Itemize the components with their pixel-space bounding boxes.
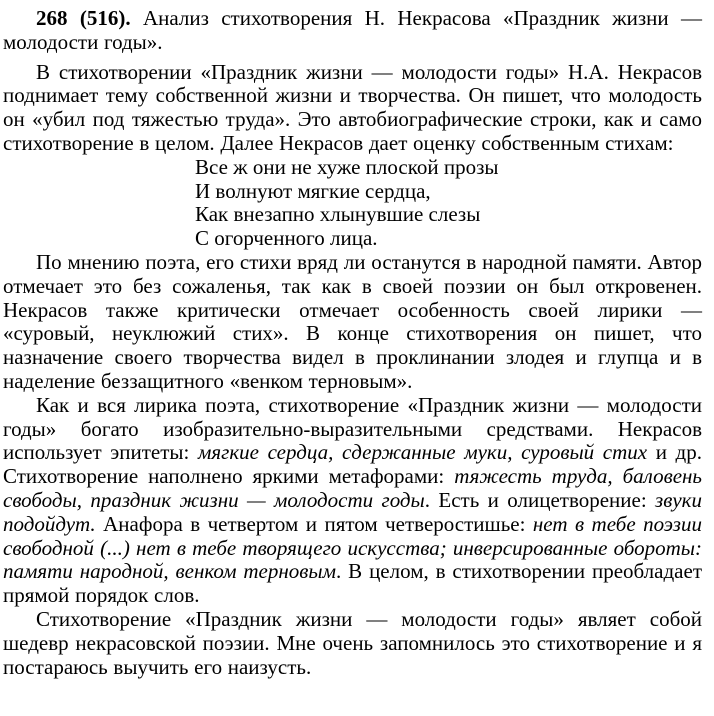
verse-line-2: И волнуют мягкие сердца, bbox=[195, 178, 431, 203]
devices-epithets-examples: мягкие сердца, сдержанные муки, суровый стих bbox=[198, 440, 648, 465]
exercise-heading bbox=[3, 7, 702, 55]
devices-text-2: и др. Стихотворение наполнено яркими метафорами: bbox=[3, 440, 702, 489]
devices-personification-example: звуки подойдут. bbox=[3, 487, 702, 536]
paragraph-conclusion-text: Стихотворение «Праздник жизни — молодости годы» являет собой шедевр некрасовской поэзии. Мне очень запомнилось это стихотворение и я постараюсь выучить его наизусть. bbox=[3, 606, 702, 679]
devices-text-3: . Есть и олицетворение: bbox=[424, 487, 656, 512]
verse-line-3: Как внезапно хлынувшие слезы bbox=[195, 202, 481, 227]
verse-line-4: С огорченного лица. bbox=[195, 226, 378, 251]
exercise-number: 268 (516). bbox=[36, 6, 131, 30]
paragraph-opinion bbox=[3, 251, 702, 394]
paragraph-intro bbox=[3, 61, 702, 156]
paragraph-conclusion bbox=[3, 608, 702, 679]
paragraph-intro-text: В стихотворении «Праздник жизни — молодости годы» Н.А. Некрасов поднимает тему собственной жизни и творчества. Он пишет, что молодость он «убил под тяжестью труда». Это автобиографические строки, как и само стихотворение в целом. Далее Некрасов дает оценку собственным стихам: bbox=[3, 59, 702, 155]
verse-line-1: Все ж они не хуже плоской прозы bbox=[195, 154, 499, 179]
paragraph-opinion-text: По мнению поэта, его стихи вряд ли останутся в народной памяти. Автор отмечает это без сожаленья, так как в своей поэзии он был откровенен. Некрасов также критически отмечает особенность своей лирики — «суровый, неуклюжий стих». В конце стихотворения он пишет, что назначение своего творчества видел в проклинании злодея и глупца и в наделение беззащитного «венком терновым». bbox=[3, 249, 702, 393]
devices-text-5: . В целом, в стихотворении преобладает прямой порядок слов. bbox=[3, 559, 702, 608]
verse-quote bbox=[195, 156, 702, 251]
paragraph-devices bbox=[3, 394, 702, 608]
devices-text-1: Как и вся лирика поэта, стихотворение «Праздник жизни — молодости годы» богато изобразительно-выразительными средствами. Некрасов использует эпитеты: bbox=[3, 392, 702, 465]
devices-anaphora-examples: нет в тебе поэзии свободной (...) нет в тебе творящего искусства; инверсированные обороты: памяти народной, венком терновым bbox=[3, 511, 702, 584]
exercise-title: Анализ стихотворения Н. Некрасова «Праздник жизни — молодости годы». bbox=[3, 6, 702, 54]
devices-text-4: Анафора в четвертом и пятом четверостишье: bbox=[95, 511, 533, 536]
devices-metaphors-examples: тяжесть труда, баловень свободы, праздник жизни — молодости годы bbox=[3, 464, 702, 512]
